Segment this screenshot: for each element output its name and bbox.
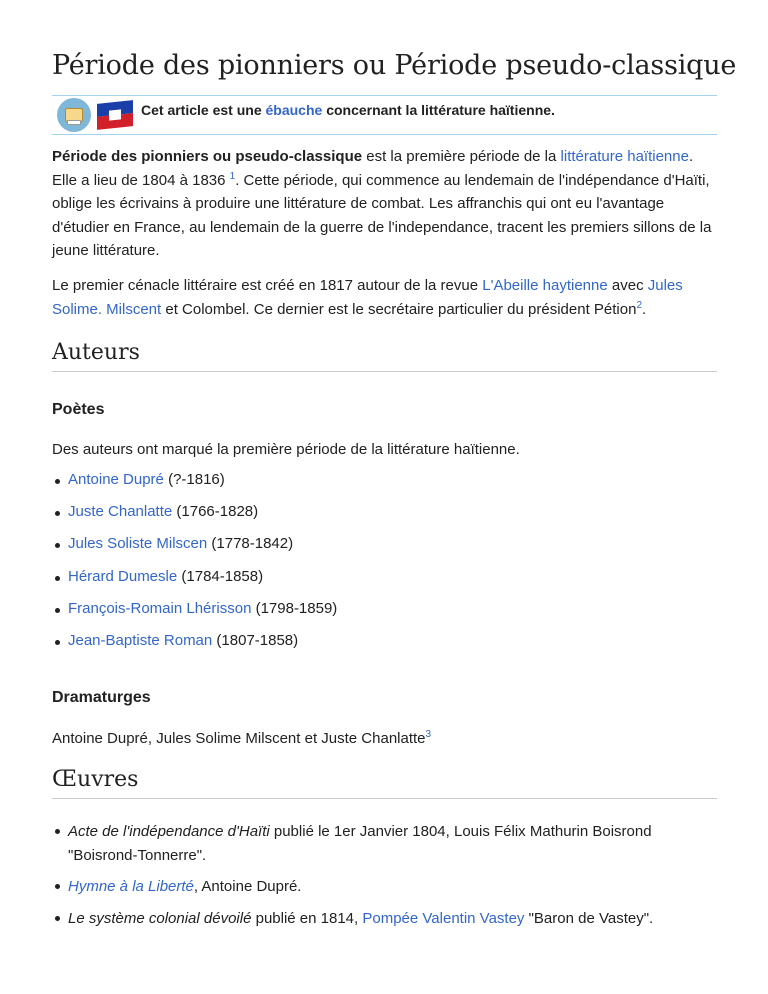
poet-link[interactable]: Juste Chanlatte — [68, 503, 173, 521]
bold-term: Période des pionniers ou pseudo-classique — [52, 148, 363, 165]
link-pompee-valentin-vastey[interactable]: Pompée Valentin Vastey — [362, 909, 525, 927]
stub-notice — [52, 95, 717, 135]
work-title: Acte de l'indépendance d'Haïti — [68, 823, 270, 840]
link-abeille-haytienne[interactable]: L'Abeille haytienne — [482, 277, 608, 294]
poet-link[interactable]: Antoine Dupré — [68, 471, 164, 488]
list-item: Jean-Baptiste Roman (1807-1858) — [52, 631, 337, 663]
poet-link[interactable]: Hérard Dumesle — [68, 567, 178, 585]
ref-1[interactable]: 1 — [229, 170, 236, 182]
list-item: Hymne à la Liberté, Antoine Dupré. — [52, 875, 717, 899]
intro-paragraph: Période des pionniers ou pseudo-classique est la première période de la littérature haïtienne. Elle a lieu de 1804 à 1836 $^1$. Cette période, qui commence au lendemain de l'indépendance d'Haïti, oblige les écrivains à produire une littérature de combat. Les affranchis qui ont eu l'avantage d'étudier en France, au lendemain de la guerre de l'independance, tracent les premiers sillons de la jeune littérature. — [52, 148, 712, 259]
dramatists-paragraph: Antoine Dupré, Jules Solime Milscent et Juste Chanlatte$^3$ — [52, 729, 432, 747]
list-item: Juste Chanlatte (1766-1828) — [52, 502, 337, 534]
ref-2[interactable]: 2 — [636, 299, 643, 311]
list-item: Acte de l'indépendance d'Haïti publié le 1er Janvier 1804, Louis Félix Mathurin Boisrond "Boisrond-Tonnerre". — [52, 820, 717, 867]
stub-link[interactable]: ébauche — [265, 102, 323, 118]
book-icon — [57, 98, 91, 132]
poets-list — [52, 470, 337, 663]
poet-link[interactable]: François-Romain Lhérisson — [68, 599, 252, 617]
work-title: Le système colonial dévoilé — [68, 909, 252, 927]
link-litterature-haitienne[interactable]: littérature haïtienne — [560, 148, 689, 165]
page-title: Période des pionniers ou Période pseudo-classique — [52, 50, 737, 81]
heading-dramaturges: Dramaturges — [52, 689, 151, 706]
list-item: Hérard Dumesle (1784-1858) — [52, 567, 337, 599]
list-item: Le système colonial dévoilé publié en 1814, Pompée Valentin Vastey "Baron de Vastey". — [52, 907, 717, 931]
works-list — [52, 820, 717, 938]
work-link-hymne[interactable]: Hymne à la Liberté — [68, 878, 194, 895]
link-jules-solime-milscent[interactable]: Jules Solime. Milscent — [52, 277, 683, 318]
poets-intro: Des auteurs ont marqué la première période de la littérature haïtienne. — [52, 441, 520, 458]
poet-link[interactable]: Jean-Baptiste Roman — [68, 631, 213, 649]
heading-auteurs: Auteurs — [52, 340, 717, 372]
poet-link[interactable]: Jules Soliste Milscen — [68, 535, 208, 553]
stub-text: Cet article est une ébauche concernant la littérature haïtienne. — [141, 102, 555, 118]
list-item: Jules Soliste Milscen (1778-1842) — [52, 534, 337, 566]
heading-poetes: Poètes — [52, 401, 105, 418]
haiti-flag-icon — [97, 100, 133, 130]
heading-oeuvres: Œuvres — [52, 767, 717, 799]
list-item: Antoine Dupré (?-1816) — [52, 470, 337, 502]
cenacle-paragraph: Le premier cénacle littéraire est créé en 1817 autour de la revue L'Abeille haytienne avec Jules Solime. Milscent et Colombel. Ce dernier est le secrétaire particulier du président Pétion$^2$. — [52, 277, 683, 318]
list-item: François-Romain Lhérisson (1798-1859) — [52, 599, 337, 631]
ref-3[interactable]: 3 — [425, 729, 432, 740]
